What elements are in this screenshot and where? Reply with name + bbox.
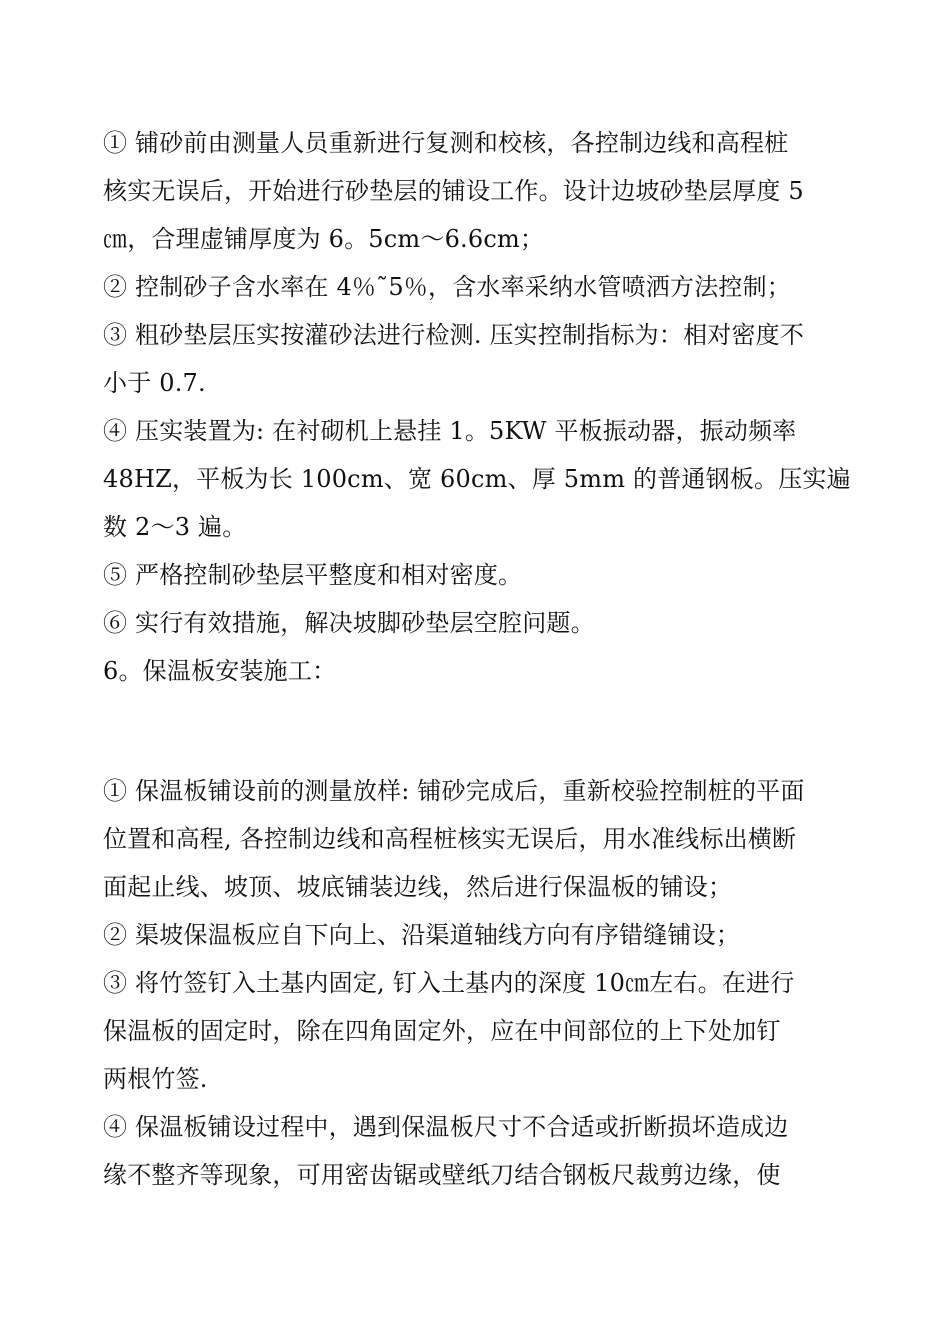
text-line: ① 保温板铺设前的测量放样: 铺砂完成后，重新校验控制桩的平面 [103,777,805,805]
construction-steps-insulation-board [103,767,893,1199]
text-line: ④ 保温板铺设过程中，遇到保温板尺寸不合适或折断损坏造成边 [103,1113,789,1141]
section-heading: 6。保温板安装施工： [103,657,337,685]
text-line: 保温板的固定时，除在四角固定外，应在中间部位的上下处加钉 [103,1017,781,1045]
text-line: 小于 0.7. [103,369,206,397]
text-line: ④ 压实装置为: 在衬砌机上悬挂 1。5KW 平板振动器，振动频率 [103,417,797,445]
construction-steps-sand-cushion [103,119,893,695]
text-line: 面起止线、坡顶、坡底铺装边线，然后进行保温板的铺设； [103,873,733,901]
text-line: ② 控制砂子含水率在 4％˜5％，含水率采纳水管喷洒方法控制； [103,273,791,301]
text-line: ① 铺砂前由测量人员重新进行复测和校核，各控制边线和高程桩 [103,129,789,157]
text-line: 位置和高程, 各控制边线和高程桩核实无误后，用水准线标出横断 [103,825,797,853]
text-line: 两根竹签. [103,1065,208,1093]
text-line: 核实无误后，开始进行砂垫层的铺设工作。设计边坡砂垫层厚度 5 [103,177,804,205]
text-line: 数 2～3 遍。 [103,513,247,541]
text-line: ⑥ 实行有效措施，解决坡脚砂垫层空腔问题。 [103,609,595,637]
text-line: 48HZ，平板为长 100cm、宽 60cm、厚 5mm 的普通钢板。压实遍 [103,465,851,493]
text-line: ③ 将竹签钉入土基内固定, 钉入土基内的深度 10㎝左右。在进行 [103,969,795,997]
text-line: 缘不整齐等现象，可用密齿锯或壁纸刀结合钢板尺裁剪边缘，使 [103,1161,781,1189]
text-line: ⑤ 严格控制砂垫层平整度和相对密度。 [103,561,523,589]
text-line: ② 渠坡保温板应自下向上、沿渠道轴线方向有序错缝铺设； [103,921,741,949]
text-line: ㎝，合理虚铺厚度为 6。5cm～6.6cm； [103,225,545,253]
text-line: ③ 粗砂垫层压实按灌砂法进行检测. 压实控制指标为：相对密度不 [103,321,805,349]
